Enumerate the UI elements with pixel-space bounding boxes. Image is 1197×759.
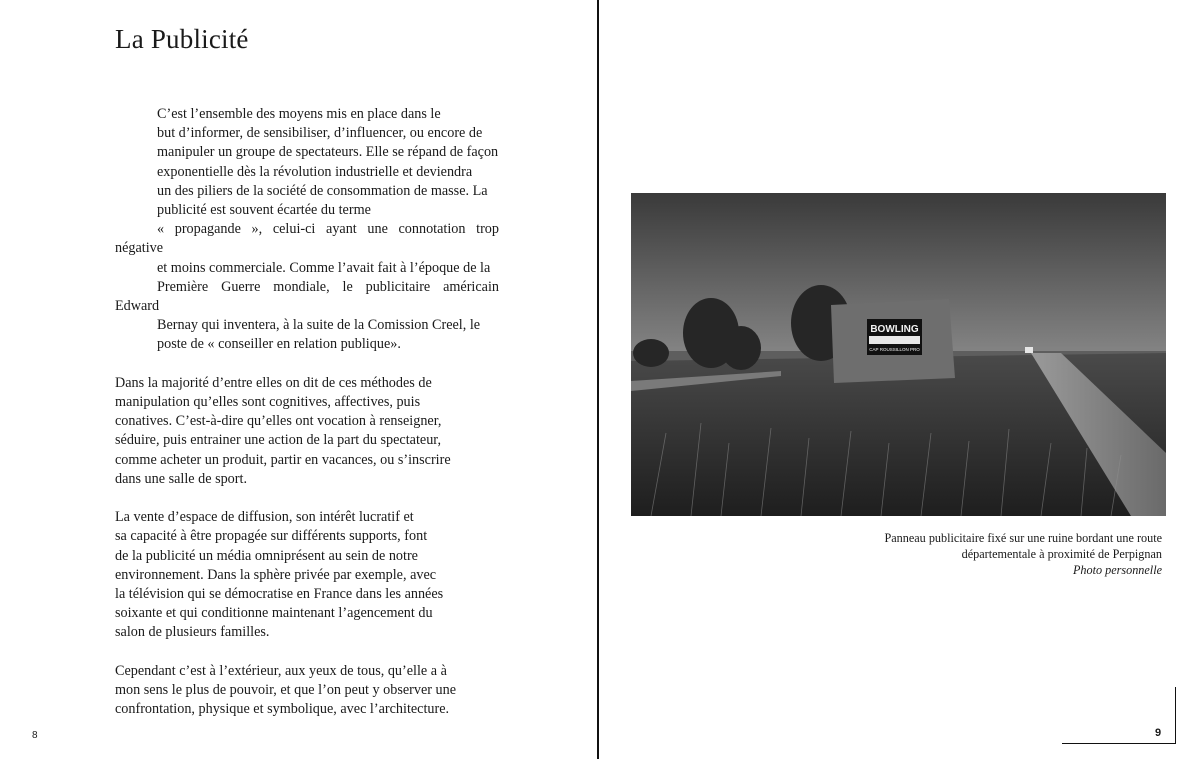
text-line: soixante et qui conditionne maintenant l’agencement du [115, 605, 433, 622]
text-line: « propagande », celui-ci ayant une connotation trop négative [115, 221, 499, 257]
text-line: comme acheter un produit, partir en vacances, ou s’inscrire [115, 451, 451, 468]
paragraph-3 [115, 508, 499, 642]
distant-building [1025, 347, 1033, 353]
text-line: environnement. Dans la sphère privée par exemple, avec [115, 566, 437, 583]
text-line: sa capacité à être propagée sur différents supports, font [115, 528, 428, 545]
text-line: la télévision qui se démocratise en France dans les années [115, 586, 444, 603]
text-line: Cependant c’est à l’extérieur, aux yeux de tous, qu’elle a à [115, 662, 447, 679]
article-body [115, 105, 499, 739]
text-line: dans une salle de sport. [115, 470, 247, 487]
paragraph-2 [115, 374, 499, 489]
text-line: exponentielle dès la révolution industrielle et deviendra [157, 163, 473, 180]
left-page [0, 0, 597, 759]
text-line: publicité est souvent écartée du terme [157, 202, 371, 219]
paragraph-4 [115, 662, 499, 720]
text-line: séduire, puis entrainer une action de la part du spectateur, [115, 432, 442, 449]
roadside-billboard-photo [631, 193, 1166, 516]
billboard-title: BOWLING [870, 324, 919, 335]
corner-rule-horizontal [1062, 743, 1176, 744]
corner-rule-vertical [1175, 687, 1176, 744]
text-line: salon de plusieurs familles. [115, 624, 270, 641]
photo-credit: Photo personnelle [1072, 563, 1162, 577]
text-line: poste de « conseiller en relation publique». [157, 336, 401, 353]
text-line: confrontation, physique et symbolique, avec l’architecture. [115, 701, 450, 718]
billboard-subtitle: CAP ROUSSILLON PRO [869, 347, 920, 352]
text-line: conatives. C’est-à-dire qu’elles ont vocation à renseigner, [115, 413, 442, 430]
right-page [599, 0, 1197, 759]
photo-caption [742, 530, 1162, 578]
text-line: manipuler un groupe de spectateurs. Elle se répand de façon [157, 144, 499, 161]
text-line: mon sens le plus de pouvoir, et que l’on peut y observer une [115, 682, 457, 699]
caption-line: Panneau publicitaire fixé sur une ruine bordant une route [884, 531, 1162, 545]
text-line: et moins commerciale. Comme l’avait fait à l’époque de la [157, 259, 491, 276]
text-line: un des piliers de la société de consommation de masse. La [157, 182, 488, 199]
page-number-left: 8 [32, 730, 38, 741]
page-title: La Publicité [115, 24, 249, 54]
text-line: manipulation qu’elles sont cognitives, affectives, puis [115, 394, 421, 411]
text-line: La vente d’espace de diffusion, son intérêt lucratif et [115, 509, 414, 526]
text-line: C’est l’ensemble des moyens mis en place dans le [157, 106, 441, 122]
text-line: Dans la majorité d’entre elles on dit de ces méthodes de [115, 374, 432, 391]
text-line: but d’informer, de sensibiliser, d’influencer, ou encore de [157, 125, 483, 142]
paragraph-1 [115, 105, 499, 355]
text-line: Bernay qui inventera, à la suite de la Comission Creel, le [157, 317, 481, 334]
text-line: de la publicité un média omniprésent au sein de notre [115, 547, 418, 564]
caption-line: départementale à proximité de Perpignan [961, 547, 1162, 561]
text-line: Première Guerre mondiale, le publicitaire américain Edward [115, 278, 499, 315]
page-number-right: 9 [1155, 727, 1162, 739]
